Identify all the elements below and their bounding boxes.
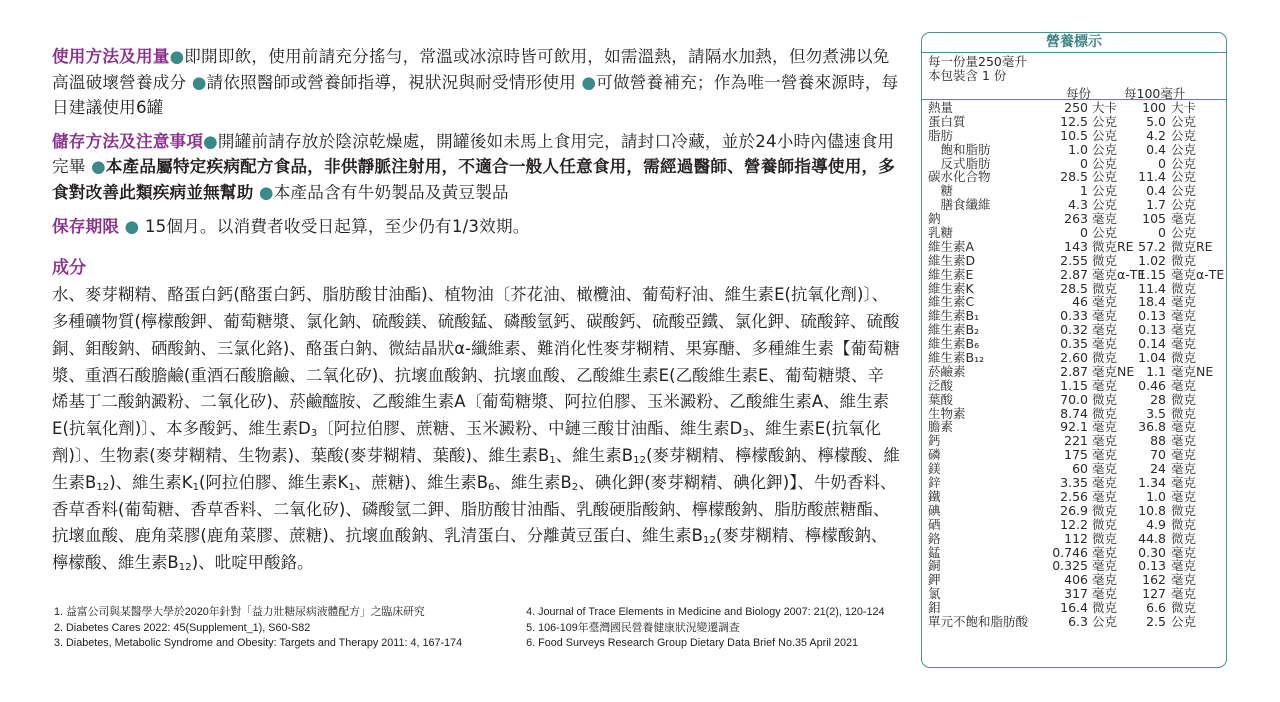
per-100ml-unit: 微克 [1171,280,1197,296]
per-serving-unit: 毫克 [1092,308,1118,324]
bullet-icon: ● [259,182,274,202]
per-100ml-unit: 毫克 [1171,475,1197,491]
per-serving-value: 0.32 [1060,322,1088,338]
per-serving-unit: 微克 [1092,530,1118,546]
per-100ml-unit: 公克 [1171,127,1197,143]
per-100ml-value: 10.8 [1138,502,1166,518]
nutrition-column-headers [922,83,1226,100]
per-100ml-value: 0.30 [1138,544,1166,560]
per-serving-value: 0.35 [1060,336,1088,352]
col-per-100ml: 每100毫升 [1124,86,1186,101]
nutrient-name: 單元不飽和脂肪酸 [928,613,1029,629]
per-100ml-unit: 毫克 [1171,461,1197,477]
nutrition-row [922,365,1226,379]
reference-item: 3. Diabetes, Metabolic Syndrome and Obesity: Targets and Therapy 2011: 4, 167-174 [54,637,463,649]
nutrition-row [922,476,1226,490]
nutrition-row [922,115,1226,129]
per-serving-unit: 微克 [1092,502,1118,518]
per-serving-value: 0 [1080,225,1088,241]
per-serving-value: 2.55 [1060,252,1088,268]
per-100ml-value: 11.4 [1138,280,1166,296]
nutrient-name: 碘 [928,502,941,518]
per-100ml-unit: 公克 [1171,613,1197,629]
per-serving-value: 317 [1064,586,1088,602]
per-100ml-unit: 公克 [1171,169,1197,185]
per-serving-value: 70.0 [1060,391,1088,407]
per-100ml-value: 4.2 [1146,127,1166,143]
per-serving-unit: 微克 [1092,405,1118,421]
per-100ml-value: 1.7 [1146,197,1166,213]
per-serving-value: 4.3 [1068,197,1088,213]
per-100ml-unit: 公克 [1171,225,1197,241]
nutrient-name: 糖 [928,183,954,199]
per-serving-value: 46 [1072,294,1088,310]
nutrition-row [922,532,1226,546]
per-serving-unit: 公克 [1092,197,1118,213]
per-100ml-unit: 毫克α-TE [1171,266,1225,282]
nutrition-title: 營養標示 [922,33,1226,53]
per-serving-unit: 毫克 [1092,475,1118,491]
per-serving-value: 12.2 [1060,516,1088,532]
per-100ml-value: 0.4 [1146,183,1166,199]
per-serving-value: 16.4 [1060,600,1088,616]
nutrient-name: 碳水化合物 [928,169,991,185]
per-serving-unit: 毫克 [1092,336,1118,352]
per-100ml-unit: 公克 [1171,183,1197,199]
per-serving-unit: 毫克 [1092,211,1118,227]
per-serving-value: 60 [1072,461,1088,477]
per-serving-unit: 公克 [1092,141,1118,157]
per-serving-value: 12.5 [1060,113,1088,129]
per-100ml-value: 1.0 [1146,488,1166,504]
per-100ml-value: 57.2 [1138,238,1166,254]
per-100ml-unit: 公克 [1171,197,1197,213]
usage-text: 請依照醫師或營養師指導，視狀況與耐受情形使用 [206,72,576,92]
per-100ml-value: 1.1 [1146,363,1166,379]
per-serving-unit: 毫克 [1092,419,1118,435]
nutrient-name: 鐵 [928,488,941,504]
per-serving-value: 8.74 [1060,405,1088,421]
per-100ml-value: 0 [1158,225,1166,241]
per-100ml-value: 2.5 [1146,613,1166,629]
per-100ml-value: 28 [1150,391,1166,407]
per-100ml-value: 70 [1150,447,1166,463]
nutrition-row [922,184,1226,198]
per-100ml-unit: 毫克 [1171,211,1197,227]
reference-item: 1. 益富公司與某醫學大學於2020年針對「益力壯糖尿病液體配方」之臨床研究 [54,606,425,618]
bullet-icon: ● [124,216,140,236]
per-100ml-unit: 毫克 [1171,322,1197,338]
nutrition-row [922,129,1226,143]
nutrient-name: 維生素D [928,252,976,268]
per-100ml-unit: 毫克 [1171,558,1197,574]
nutrition-row [922,198,1226,212]
per-100ml-value: 1.15 [1138,266,1166,282]
per-serving-unit: 毫克 [1092,544,1118,560]
nutrition-row [922,212,1226,226]
per-serving-unit: 公克 [1092,127,1118,143]
nutrient-name: 維生素E [928,266,974,282]
nutrition-row [922,254,1226,268]
shelf-life-heading: 保存期限 [52,216,120,236]
nutrient-name: 蛋白質 [928,113,966,129]
references-col-2 [526,605,884,652]
per-100ml-value: 88 [1150,433,1166,449]
per-100ml-unit: 微克 [1171,391,1197,407]
per-100ml-value: 6.6 [1146,600,1166,616]
per-serving-unit: 公克 [1092,225,1118,241]
col-per-serving: 每份 [1066,86,1092,101]
per-serving-unit: 毫克 [1092,586,1118,602]
product-info [52,44,900,577]
per-100ml-value: 105 [1142,211,1166,227]
per-serving-unit: 微克RE [1092,238,1134,254]
per-100ml-unit: 毫克 [1171,377,1197,393]
per-100ml-value: 24 [1150,461,1166,477]
nutrition-row [922,323,1226,337]
reference-item: 5. 106-109年臺灣國民營養健康狀況變遷調查 [526,621,740,634]
nutrition-row [922,587,1226,601]
per-100ml-unit: 毫克 [1171,336,1197,352]
per-100ml-unit: 微克 [1171,350,1197,366]
per-serving-value: 1.0 [1068,141,1088,157]
nutrient-name: 鉬 [928,600,941,616]
per-serving-value: 0.325 [1052,558,1088,574]
storage-text: 開罐前請存放於陰涼乾燥處，開罐後如未馬上食用完，請封口冷藏，並於24小時內儘速食用完畢 [52,131,895,177]
per-100ml-value: 0 [1158,155,1166,171]
nutrition-row [922,573,1226,587]
nutrient-name: 維生素K [928,280,974,296]
per-serving-unit: 微克 [1092,280,1118,296]
nutrient-name: 維生素A [928,238,975,254]
nutrient-name: 維生素B₁₂ [928,350,985,366]
per-100ml-unit: 公克 [1171,141,1197,157]
nutrient-name: 鉻 [928,530,941,546]
nutrition-row [922,393,1226,407]
per-serving-unit: 毫克α-TE [1092,266,1146,282]
storage-section [52,129,900,206]
per-100ml-value: 162 [1142,572,1166,588]
nutrient-name: 生物素 [928,405,966,421]
usage-text: 可做營養補充；作為唯一營養來源時，每日建議使用6罐 [52,72,899,118]
nutrient-name: 膳食纖維 [928,197,991,213]
nutrition-row [922,407,1226,421]
per-serving-unit: 公克 [1092,613,1118,629]
per-100ml-unit: 毫克 [1171,572,1197,588]
per-100ml-unit: 毫克 [1171,447,1197,463]
nutrient-name: 維生素B₂ [928,322,980,338]
per-100ml-unit: 微克 [1171,516,1197,532]
servings-per-pack: 本包裝含 1 份 [928,68,1007,83]
nutrient-name: 膽素 [928,419,954,435]
per-100ml-unit: 大卡 [1171,100,1197,115]
nutrient-name: 反式脂肪 [928,155,991,171]
nutrient-name: 菸鹼素 [928,363,966,379]
per-100ml-unit: 毫克 [1171,544,1197,560]
per-serving-unit: 公克 [1092,113,1118,129]
reference-item: 2. Diabetes Cares 2022: 45(Supplement_1), S60-S82 [54,621,311,634]
allergen-text: 本產品含有牛奶製品及黃豆製品 [273,182,509,202]
per-100ml-value: 36.8 [1138,419,1166,435]
per-serving-value: 0 [1080,155,1088,171]
nutrition-row [922,143,1226,157]
per-serving-value: 92.1 [1060,419,1088,435]
nutrient-name: 乳糖 [928,225,954,241]
nutrition-row [922,101,1226,115]
per-serving-unit: 毫克 [1092,433,1118,449]
nutrition-row [922,240,1226,254]
reference-item: 4. Journal of Trace Elements in Medicine and Biology 2007: 21(2), 120-124 [526,606,885,618]
nutrition-row [922,420,1226,434]
per-serving-value: 0.33 [1060,308,1088,324]
nutrient-name: 磷 [928,447,941,463]
usage-text: 即開即飲，使用前請充分搖勻，常溫或冰涼時皆可飲用，如需溫熱，請隔水加熱，但勿煮沸以免高溫破壞營養成分 [52,47,890,92]
bullet-icon: ● [169,47,185,66]
per-100ml-unit: 毫克 [1171,433,1197,449]
per-100ml-value: 1.02 [1138,252,1166,268]
bullet-icon: ● [91,157,106,177]
per-100ml-unit: 微克 [1171,252,1197,268]
nutrition-row [922,226,1226,240]
per-serving-value: 175 [1064,447,1088,463]
nutrition-facts-table [921,32,1227,668]
per-serving-unit: 毫克 [1092,572,1118,588]
per-serving-value: 1.15 [1060,377,1088,393]
nutrient-name: 維生素B₆ [928,336,980,352]
per-100ml-value: 0.13 [1138,308,1166,324]
per-100ml-value: 0.46 [1138,377,1166,393]
per-serving-value: 221 [1064,433,1088,449]
per-100ml-value: 18.4 [1138,294,1166,310]
per-serving-unit: 微克 [1092,391,1118,407]
nutrient-name: 飽和脂肪 [928,141,991,157]
per-serving-unit: 微克 [1092,350,1118,366]
per-serving-unit: 公克 [1092,183,1118,199]
per-serving-unit: 毫克 [1092,377,1118,393]
shelf-life-text: 15個月。以消費者收受日起算，至少仍有1/3效期。 [139,216,530,236]
per-serving-value: 112 [1064,530,1088,546]
per-100ml-value: 127 [1142,586,1166,602]
nutrition-row [922,268,1226,282]
bullet-icon: ● [581,72,597,92]
usage-section [52,44,900,121]
nutrient-name: 氯 [928,586,941,602]
per-100ml-value: 4.9 [1146,516,1166,532]
nutrition-row [922,601,1226,615]
nutrition-row [922,157,1226,171]
per-serving-unit: 毫克 [1092,488,1118,504]
nutrient-name: 鈉 [928,211,941,227]
nutrition-row [922,546,1226,560]
nutrition-row [922,504,1226,518]
per-serving-unit: 毫克 [1092,447,1118,463]
nutrient-name: 維生素C [928,294,975,310]
references [54,605,914,652]
references-col-1 [54,605,462,652]
nutrient-name: 熱量 [928,100,954,115]
nutrient-name: 泛酸 [928,377,954,393]
per-100ml-unit: 毫克NE [1171,363,1214,379]
nutrition-row [922,295,1226,309]
per-serving-unit: 毫克NE [1092,363,1135,379]
nutrition-row [922,615,1226,629]
per-100ml-unit: 微克 [1171,530,1197,546]
per-100ml-unit: 微克 [1171,600,1197,616]
per-100ml-unit: 毫克 [1171,488,1197,504]
per-serving-value: 250 [1064,100,1088,115]
bullet-icon: ● [191,72,207,92]
per-100ml-value: 0.14 [1138,336,1166,352]
per-100ml-value: 100 [1142,100,1166,115]
per-serving-unit: 毫克 [1092,558,1118,574]
per-serving-value: 263 [1064,211,1088,227]
nutrition-row [922,379,1226,393]
per-serving-value: 10.5 [1060,127,1088,143]
nutrition-rows [922,100,1226,629]
nutrient-name: 銅 [928,558,941,574]
storage-warning: 本產品屬特定疾病配方食品，非供靜脈注射用，不適合一般人任意食用，需經過醫師、營養師指導使用，多食對改善此類疾病並無幫助 [52,157,896,202]
per-serving-unit: 公克 [1092,169,1118,185]
per-serving-value: 28.5 [1060,169,1088,185]
nutrition-row [922,351,1226,365]
per-serving-value: 143 [1064,238,1088,254]
per-serving-value: 3.35 [1060,475,1088,491]
reference-item: 6. Food Surveys Research Group Dietary Data Brief No.35 April 2021 [526,637,859,649]
serving-size: 每一份量250毫升 [928,54,1027,69]
nutrition-row [922,518,1226,532]
nutrition-row [922,434,1226,448]
per-serving-unit: 毫克 [1092,322,1118,338]
nutrient-name: 鋅 [928,475,941,491]
per-serving-unit: 微克 [1092,516,1118,532]
nutrition-row [922,337,1226,351]
per-100ml-unit: 公克 [1171,113,1197,129]
per-100ml-unit: 微克 [1171,405,1197,421]
per-serving-value: 2.87 [1060,266,1088,282]
per-100ml-unit: 公克 [1171,155,1197,171]
per-serving-unit: 毫克 [1092,461,1118,477]
per-100ml-value: 5.0 [1146,113,1166,129]
nutrient-name: 鉀 [928,572,941,588]
ingredients-text: 水、麥芽糊精、酪蛋白鈣(酪蛋白鈣、脂肪酸甘油酯)、植物油〔芥花油、橄欖油、葡萄籽油、維生素E(抗氧化劑)〕、多種礦物質(檸檬酸鉀、葡萄糖漿、氯化鈉、硫酸鎂、硫酸錳、磷酸氫鈣、碳酸鈣、硫酸亞鐵、氯化鉀、硫酸鋅、硫酸銅、鉬酸鈉、硒酸鈉、三氯化鉻)、酪蛋白鈉、微結晶狀α-纖維素、難消化性麥芽糊精、果寡醣、多種維生素【葡萄糖漿、重酒石酸膽鹼(重酒石酸膽鹼、二氧化矽)、抗壞血酸鈉、抗壞血酸、乙酸維生素E(乙酸維生素E、葡萄糖漿、辛烯基丁二酸鈉澱粉、二氧化矽)、菸鹼醯胺、乙酸維生素A〔葡萄糖漿、阿拉伯膠、玉米澱粉、乙酸維生素A、維生素E(抗氧化劑)〕、本多酸鈣、維生素$D_3$〔阿拉伯膠、蔗糖、玉米澱粉、中鏈三酸甘油酯、維生素$D_3$、維生素E(抗氧化劑)〕、生物素(麥芽糊精、生物素)、葉酸(麥芽糊精、葉酸)、維生素$B_1$、維生素$B_{12}$(麥芽糊精、檸檬酸鈉、檸檬酸、維生素$B_{12}$)、維生素$K_1$(阿拉伯膠、維生素$K_1$、蔗糖)、維生素$B_6$、維生素$B_2$、碘化鉀(麥芽糊精、碘化鉀)】、牛奶香料、香草香料(葡萄糖、香草香料、二氧化矽)、磷酸氫二鉀、脂肪酸甘油酯、乳酸硬脂酸鈉、檸檬酸鈉、脂肪酸蔗糖酯、抗壞血酸、鹿角菜膠(鹿角菜膠、蔗糖)、抗壞血酸鈉、乳清蛋白、分離黃豆蛋白、維生素$B_{12}$(麥芽糊精、檸檬酸鈉、檸檬酸、維生素$B_{12}$)、吡啶甲酸鉻。 [52,285,900,574]
nutrition-serving-info [922,53,1226,83]
nutrition-row [922,559,1226,573]
per-100ml-value: 1.34 [1138,475,1166,491]
per-100ml-value: 0.13 [1138,558,1166,574]
per-serving-unit: 毫克 [1092,294,1118,310]
nutrient-name: 鈣 [928,433,941,449]
per-100ml-value: 0.13 [1138,322,1166,338]
nutrition-row [922,282,1226,296]
per-100ml-value: 0.4 [1146,141,1166,157]
per-serving-value: 26.9 [1060,502,1088,518]
nutrient-name: 脂肪 [928,127,954,143]
ingredients-heading: 成分 [52,258,86,279]
nutrition-row [922,309,1226,323]
per-100ml-unit: 微克 [1171,502,1197,518]
per-serving-value: 6.3 [1068,613,1088,629]
per-serving-value: 28.5 [1060,280,1088,296]
per-serving-value: 406 [1064,572,1088,588]
per-100ml-unit: 微克RE [1171,238,1213,254]
per-serving-value: 2.87 [1060,363,1088,379]
per-100ml-value: 44.8 [1138,530,1166,546]
per-100ml-value: 1.04 [1138,350,1166,366]
nutrient-name: 葉酸 [928,391,954,407]
nutrient-name: 錳 [928,544,941,560]
nutrient-name: 鎂 [928,461,941,477]
nutrient-name: 硒 [928,516,941,532]
per-100ml-value: 11.4 [1138,169,1166,185]
nutrition-row [922,170,1226,184]
per-serving-value: 2.56 [1060,488,1088,504]
nutrient-name: 維生素B₁ [928,308,980,324]
nutrition-row [922,490,1226,504]
nutrition-row [922,462,1226,476]
per-serving-unit: 公克 [1092,155,1118,171]
per-serving-value: 2.60 [1060,350,1088,366]
nutrition-row [922,448,1226,462]
per-serving-unit: 微克 [1092,600,1118,616]
per-serving-value: 1 [1080,183,1088,199]
per-serving-value: 0.746 [1052,544,1088,560]
per-100ml-unit: 毫克 [1171,419,1197,435]
per-100ml-unit: 毫克 [1171,294,1197,310]
storage-heading: 儲存方法及注意事項 [52,131,204,151]
bullet-icon: ● [203,131,218,151]
shelf-life-section [52,214,900,240]
per-100ml-unit: 毫克 [1171,586,1197,602]
per-serving-unit: 微克 [1092,252,1118,268]
per-100ml-value: 3.5 [1146,405,1166,421]
usage-heading: 使用方法及用量 [52,47,170,66]
per-serving-unit: 大卡 [1092,100,1118,115]
per-100ml-unit: 毫克 [1171,308,1197,324]
